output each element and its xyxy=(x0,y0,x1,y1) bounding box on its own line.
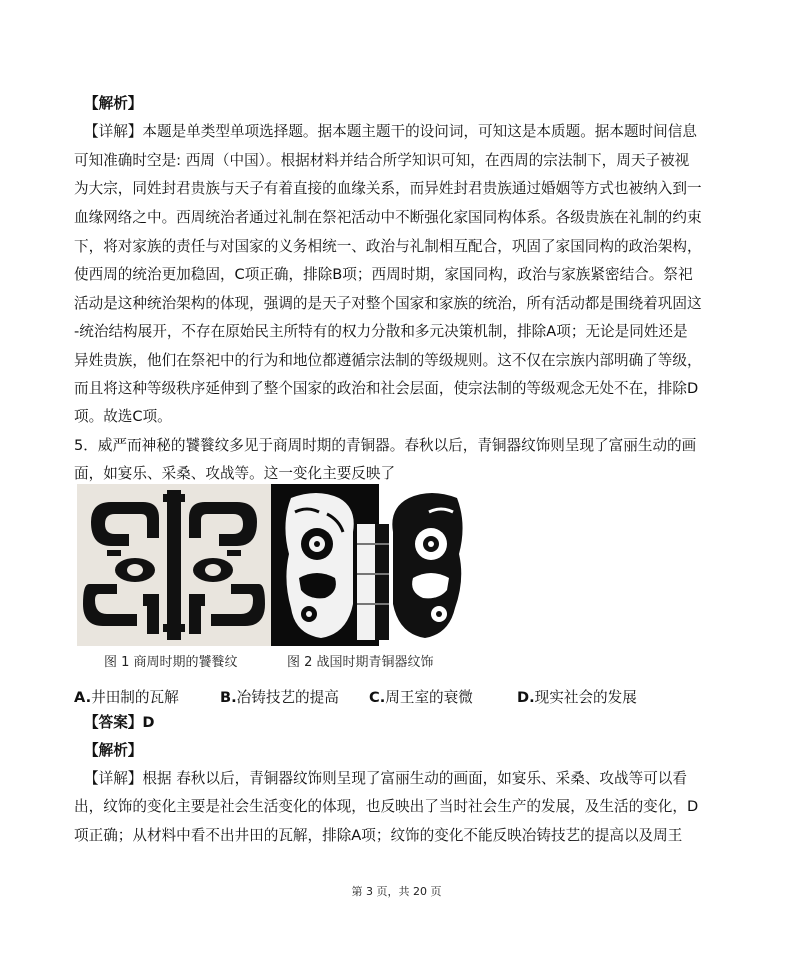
option-d: D.现实社会的发展 xyxy=(517,689,637,706)
answer-options xyxy=(74,686,714,704)
text-line: 为大宗，同姓封君贵族与天子有着直接的血缘关系，而异姓封君贵族通过婚姻等方式也被纳入到一 xyxy=(74,180,702,197)
text-line: 【详解】根据 春秋以后，青铜器纹饰则呈现了富丽生动的画面，如宴乐、采桑、攻战等可以看 xyxy=(84,770,687,787)
option-b: B.冶铸技艺的提高 xyxy=(220,689,339,706)
warring-states-pattern-image xyxy=(271,484,473,646)
text-line: 项。故选C项。 xyxy=(74,408,172,425)
text-line: 活动是这种统治架构的体现，强调的是天子对整个国家和家族的统治，所有活动都是围绕着巩固这 xyxy=(74,295,702,312)
text-line: 出，纹饰的变化主要是社会生活变化的体现，也反映出了当时社会生产的发展，及生活的变化，D xyxy=(74,798,699,815)
taotie-pattern-image xyxy=(77,484,271,646)
bronze-pattern-figure xyxy=(77,484,473,646)
text-line: 可知准确时空是: 西周（中国）。根据材料并结合所学知识可知，在西周的宗法制下，周天子被视 xyxy=(74,152,690,169)
text-line: 使西周的统治更加稳固，C项正确，排除B项；西周时期，家国同构，政治与家族紧密结合。祭祀 xyxy=(74,266,693,283)
text-line: 而且将这种等级秩序延伸到了整个国家的政治和社会层面，使宗法制的等级观念无处不在，排除D xyxy=(74,380,699,397)
question-5-stem: 5．威严而神秘的饕餮纹多见于商周时期的青铜器。春秋以后，青铜器纹饰则呈现了富丽生动的画 xyxy=(74,437,697,454)
text-line: 项正确；从材料中看不出井田的瓦解，排除A项；纹饰的变化不能反映冶铸技艺的提高以及周王 xyxy=(74,827,683,844)
text-line: 【详解】本题是单类型单项选择题。据本题主题干的设问词，可知这是本质题。据本题时间信息 xyxy=(84,123,697,140)
option-a: A.井田制的瓦解 xyxy=(74,689,179,706)
page-footer: 第 3 页，共 20 页 xyxy=(351,885,442,898)
analysis-heading-2: 【解析】 xyxy=(84,742,143,759)
text-line: -统治结构展开，不存在原始民主所特有的权力分散和多元决策机制，排除A项；无论是同姓还是 xyxy=(74,323,688,340)
analysis-heading: 【解析】 xyxy=(84,95,143,112)
option-c: C.周王室的衰微 xyxy=(369,689,473,706)
figure-1-caption: 图 1 商周时期的饕餮纹 xyxy=(104,655,238,670)
text-line: 异姓贵族，他们在祭祀中的行为和地位都遵循宗法制的等级规则。这不仅在宗族内部明确了等级， xyxy=(74,352,702,369)
text-line: 下，将对家族的责任与对国家的义务相统一、政治与礼制相互配合，巩固了家国同构的政治架构， xyxy=(74,238,702,255)
answer-line: 【答案】D xyxy=(84,714,155,731)
figure-2-caption: 图 2 战国时期青铜器纹饰 xyxy=(287,655,434,670)
text-line: 血缘网络之中。西周统治者通过礼制在祭祀活动中不断强化家国同构体系。各级贵族在礼制的约束 xyxy=(74,209,702,226)
question-5-stem: 面，如宴乐、采桑、攻战等。这一变化主要反映了 xyxy=(74,465,396,482)
